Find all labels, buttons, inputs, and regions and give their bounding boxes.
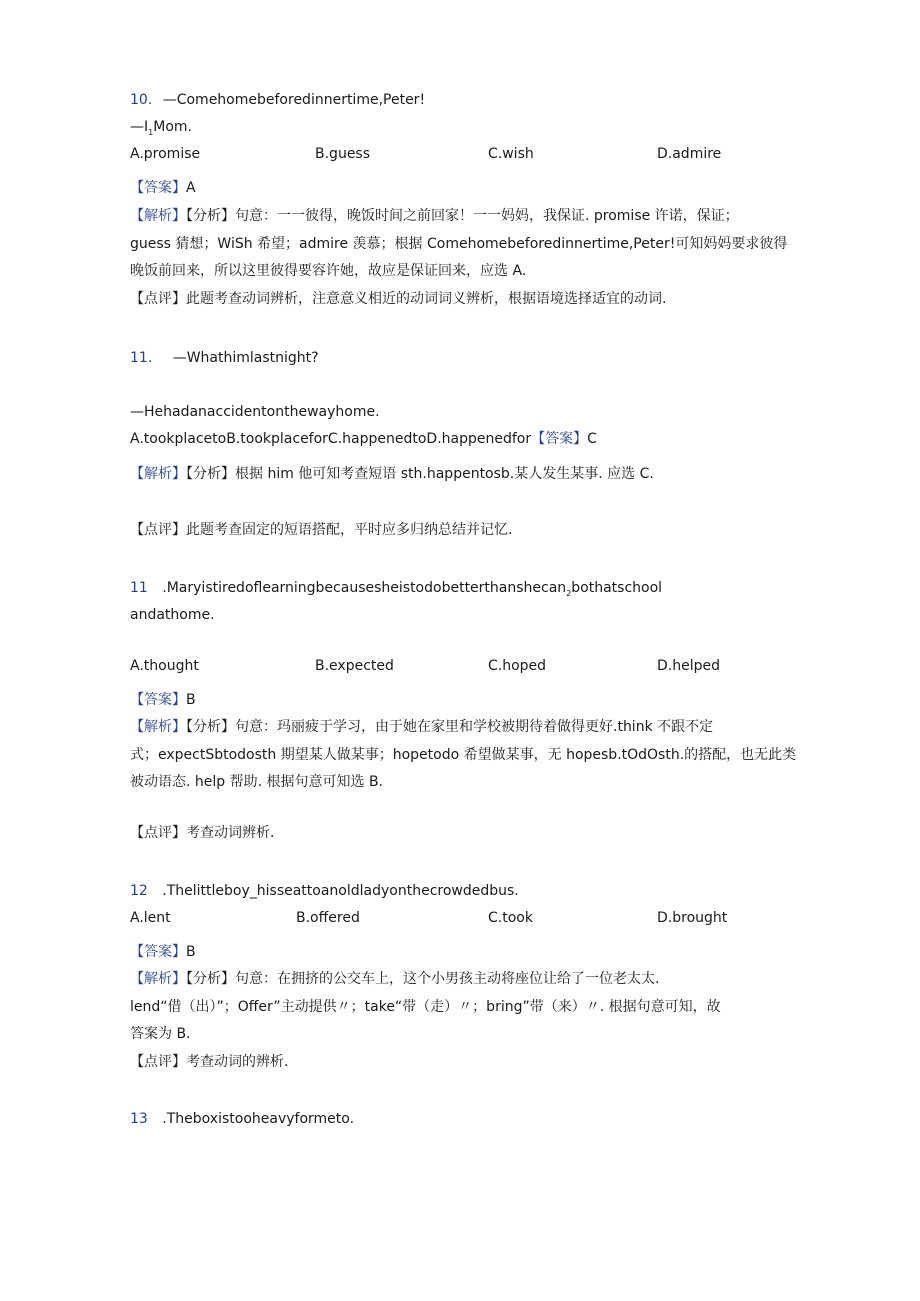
options-inline: A.tookplacetoB.tookplaceforC.happenedtoD.happenedfor [130, 431, 532, 447]
answer-value: C [587, 431, 597, 447]
answer-line [130, 178, 196, 198]
question-number: 13 [130, 1111, 148, 1127]
question-text: —Whathimlastnight? [172, 350, 319, 366]
option-c: C.hoped [488, 658, 547, 674]
analysis-tag: 【解析】 [130, 971, 186, 987]
analysis-line-1 [130, 969, 659, 989]
reply-tail: Mom. [153, 119, 192, 135]
option-b: B.guess [315, 146, 371, 162]
question-text: .Maryistiredoflearningbecausesheistodobetterthanshecan [162, 580, 567, 596]
option-a: A.thought [130, 658, 199, 674]
answer-value: B [186, 692, 196, 708]
question-13-stem [130, 1109, 354, 1129]
question-text: .Theboxistooheavyformeto. [162, 1111, 355, 1127]
analysis-text: 【分析】句意：一一彼得，晚饭时间之前回家！一一妈妈，我保证. promise 许诺，保证； [186, 208, 739, 224]
analysis-text: 【分析】句意：在拥挤的公交车上，这个小男孩主动将座位让给了一位老太太. [186, 971, 660, 987]
answer-tag: 【答案】 [130, 944, 186, 960]
option-a: A.lent [130, 910, 171, 926]
question-text: .Thelittleboy_hisseattoanoldladyonthecrowdedbus. [162, 883, 519, 899]
analysis-tag: 【解析】 [130, 466, 186, 482]
question-number: 11 [130, 580, 148, 596]
analysis-line-2: guess 猜想；WiSh 希望；admire 羡慕；根据 Comehomebeforedinnertime,Peter!可知妈妈要求彼得 [130, 236, 788, 252]
analysis-tag: 【解析】 [130, 719, 186, 735]
analysis-tag: 【解析】 [130, 208, 186, 224]
option-b: B.offered [296, 910, 360, 926]
comment-line: 【点评】考查动词的辨析. [130, 1054, 289, 1070]
option-d: D.brought [657, 910, 728, 926]
reply-text: —I [130, 119, 149, 135]
option-d: D.helped [657, 658, 720, 674]
option-b: B.expected [315, 658, 394, 674]
option-d: D.admire [657, 146, 722, 162]
question-11-stem [130, 348, 319, 368]
analysis-line-1 [130, 717, 713, 737]
answer-tag: 【答案】 [531, 431, 588, 447]
option-c: C.took [488, 910, 533, 926]
question-10-stem [130, 90, 425, 110]
analysis-text: 【分析】句意：玛丽疲于学习，由于她在家里和学校被期待着做得更好.think 不跟不定 [186, 719, 714, 735]
question-number: 12 [130, 883, 148, 899]
comment-line: 【点评】此题考查动词辨析，注意意义相近的动词词义辨析，根据语境选择适宜的动词. [130, 291, 667, 307]
question-number: 10. [130, 92, 153, 108]
answer-value: B [186, 944, 196, 960]
answer-line [130, 690, 196, 710]
analysis-line-3: 被动语态. help 帮助. 根据句意可知选 B. [130, 774, 384, 790]
stem-tail: bothatschool [571, 580, 663, 596]
comment-line: 【点评】此题考查固定的短语搭配，平时应多归纳总结并记忆. [130, 522, 513, 538]
answer-line [130, 942, 196, 962]
question-11b-stem-line2: andathome. [130, 607, 215, 623]
question-11-reply: —Hehadanaccidentonthewayhome. [130, 404, 380, 420]
analysis-line-1 [130, 464, 654, 484]
stem-subscript: 2 [566, 588, 572, 598]
question-10-reply [130, 117, 192, 143]
analysis-line-3: 晚饭前回来，所以这里彼得要容许她，故应是保证回来，应选 A. [130, 263, 527, 279]
analysis-line-2: lend“借（出）”；Offer”主动提供〃；take“带（走）〃；bring”带（来）〃. 根据句意可知，故 [130, 999, 721, 1015]
question-11b-stem [130, 578, 662, 604]
analysis-line-3: 答案为 B. [130, 1026, 191, 1042]
option-a: A.promise [130, 146, 201, 162]
question-12-stem [130, 881, 519, 901]
answer-tag: 【答案】 [130, 692, 186, 708]
analysis-line-2: 式；expectSbtodosth 期望某人做某事；hopetodo 希望做某事，无 hopesb.tOdOsth.的搭配，也无此类 [130, 747, 797, 763]
answer-value: A [186, 180, 196, 196]
question-text: —Comehomebeforedinnertime,Peter! [162, 92, 426, 108]
question-number: 11. [130, 350, 153, 366]
question-11-options [130, 429, 597, 449]
option-c: C.wish [488, 146, 534, 162]
reply-subscript: 1 [148, 127, 154, 137]
answer-tag: 【答案】 [130, 180, 186, 196]
analysis-line-1 [130, 206, 739, 226]
analysis-text: 【分析】根据 him 他可知考查短语 sth.happentosb.某人发生某事. 应选 C. [186, 466, 654, 482]
comment-line: 【点评】考查动词辨析. [130, 825, 275, 841]
